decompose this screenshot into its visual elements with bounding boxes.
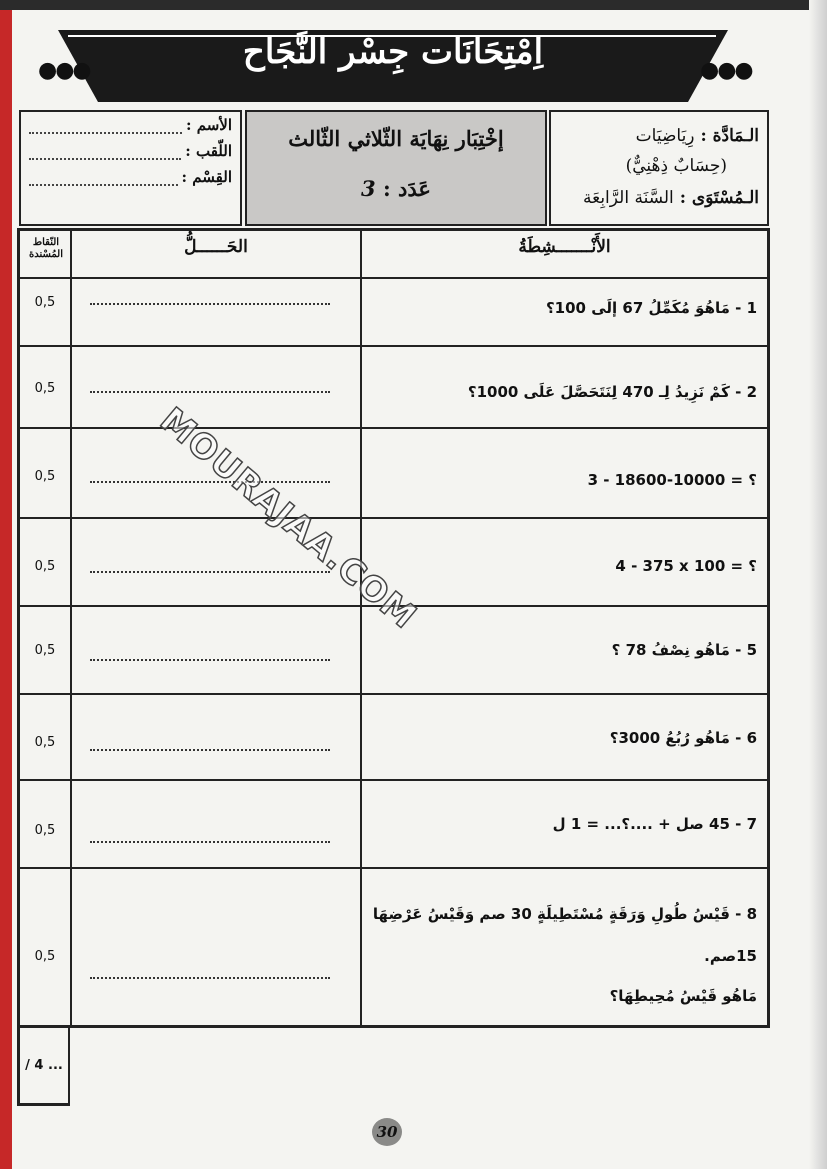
- points-6: 0,5: [34, 735, 56, 750]
- exam-number-label: عَدَد :: [382, 176, 431, 201]
- points-8: 0,5: [34, 949, 56, 964]
- banner-title: اِمْتِحَانَات جِسْر النَّجَاح: [242, 32, 544, 72]
- page-edge-left: [0, 0, 12, 1169]
- subject-label: الـمَادَّة :: [700, 126, 759, 146]
- surname-label: اللّقب :: [185, 142, 232, 160]
- total-score: / 4 ...: [25, 1058, 63, 1073]
- page-edge-right: [809, 0, 827, 1169]
- answer-blank-2[interactable]: [90, 391, 330, 393]
- answer-blank-6[interactable]: [90, 749, 330, 751]
- row-divider: [20, 867, 767, 869]
- points-4: 0,5: [34, 559, 56, 574]
- row-divider: [20, 779, 767, 781]
- question-8: 8 - قَيْسُ طُولِ وَرَقَةٍ مُسْتَطِيلَةٍ 30 صم وَقَيْسُ عَرْضِهَا 15صم.: [372, 905, 757, 965]
- name-label: الأسم :: [185, 116, 232, 134]
- answer-blank-5[interactable]: [90, 659, 330, 661]
- row-divider: [20, 517, 767, 519]
- answer-blank-3[interactable]: [90, 481, 330, 483]
- title-banner: [48, 22, 738, 108]
- question-6: 6 - مَاهُو رُبُعُ 3000؟: [609, 729, 757, 747]
- student-info-box: [19, 110, 242, 226]
- question-3-text: 3 - 18600-10000 = ؟: [587, 471, 757, 489]
- page-edge-top: [0, 0, 827, 10]
- header-points: النّقاط المُسْندة: [28, 237, 64, 260]
- name-blank[interactable]: [29, 124, 182, 134]
- level-line: [557, 188, 759, 208]
- answer-blank-7[interactable]: [90, 841, 330, 843]
- points-2: 0,5: [34, 381, 56, 396]
- question-1: 1 - مَاهُوَ مُكَمِّلُ 67 إلَى 100؟: [545, 299, 757, 317]
- points-7: 0,5: [34, 823, 56, 838]
- exam-number: [257, 176, 535, 201]
- header-divider: [20, 277, 767, 279]
- exam-title-box: [245, 110, 547, 226]
- class-blank[interactable]: [29, 176, 178, 186]
- total-score-box: [17, 1028, 70, 1106]
- banner-dots-right: ●●●: [700, 58, 752, 83]
- banner-dots-left: ●●●: [38, 58, 90, 83]
- question-8-line2: مَاهُو قَيْسُ مُحِيطِهَا؟: [609, 987, 757, 1005]
- class-field[interactable]: [29, 168, 232, 186]
- subject-value: رِيَاضِيَات: [635, 126, 695, 146]
- question-5: 5 - مَاهُو نِصْفُ 78 ؟: [611, 641, 757, 659]
- row-divider: [20, 693, 767, 695]
- exam-title: إخْتِبَار نِهَايَة الثّلاثي الثّالث: [288, 126, 504, 151]
- class-label: القِسْم :: [181, 168, 232, 186]
- row-divider: [20, 427, 767, 429]
- answer-blank-4[interactable]: [90, 571, 330, 573]
- question-4-text: 4 - 375 x 100 = ؟: [615, 557, 757, 575]
- question-4: [365, 553, 757, 579]
- subject-subtopic: (حِسَابٌ ذِهْنِيٌّ): [625, 156, 727, 176]
- subject-box: [549, 110, 769, 226]
- header-solution: الحَــــــلُّ: [184, 237, 248, 257]
- points-3: 0,5: [34, 469, 56, 484]
- watermark-logo: MOURAJAA.COM: [152, 400, 425, 638]
- header-activities: الأَنْـــــــشِطَةُ: [518, 237, 611, 257]
- surname-field[interactable]: [29, 142, 232, 160]
- name-field[interactable]: [29, 116, 232, 134]
- question-3: [365, 467, 757, 493]
- question-7: 7 - 45 صل + ....؟... = 1 ل: [552, 815, 757, 833]
- level-label: الـمُسْتَوَى :: [679, 188, 759, 208]
- answer-blank-1[interactable]: [90, 303, 330, 305]
- question-2: 2 - كَمْ نَزِيدُ لِـ 470 لِنَتَحَصَّلَ عَلَى 1000؟: [467, 383, 757, 401]
- row-divider: [20, 345, 767, 347]
- level-value: السَّنَة الرَّابِعَة: [583, 188, 674, 208]
- surname-blank[interactable]: [29, 150, 181, 160]
- points-5: 0,5: [34, 643, 56, 658]
- answer-blank-8[interactable]: [90, 977, 330, 979]
- subject-line: [557, 126, 759, 146]
- exam-number-value: 3: [361, 176, 376, 201]
- col-divider-points: [70, 231, 72, 1025]
- points-1: 0,5: [34, 295, 56, 310]
- col-divider-solution: [360, 231, 362, 1025]
- page-number: 30: [372, 1118, 402, 1146]
